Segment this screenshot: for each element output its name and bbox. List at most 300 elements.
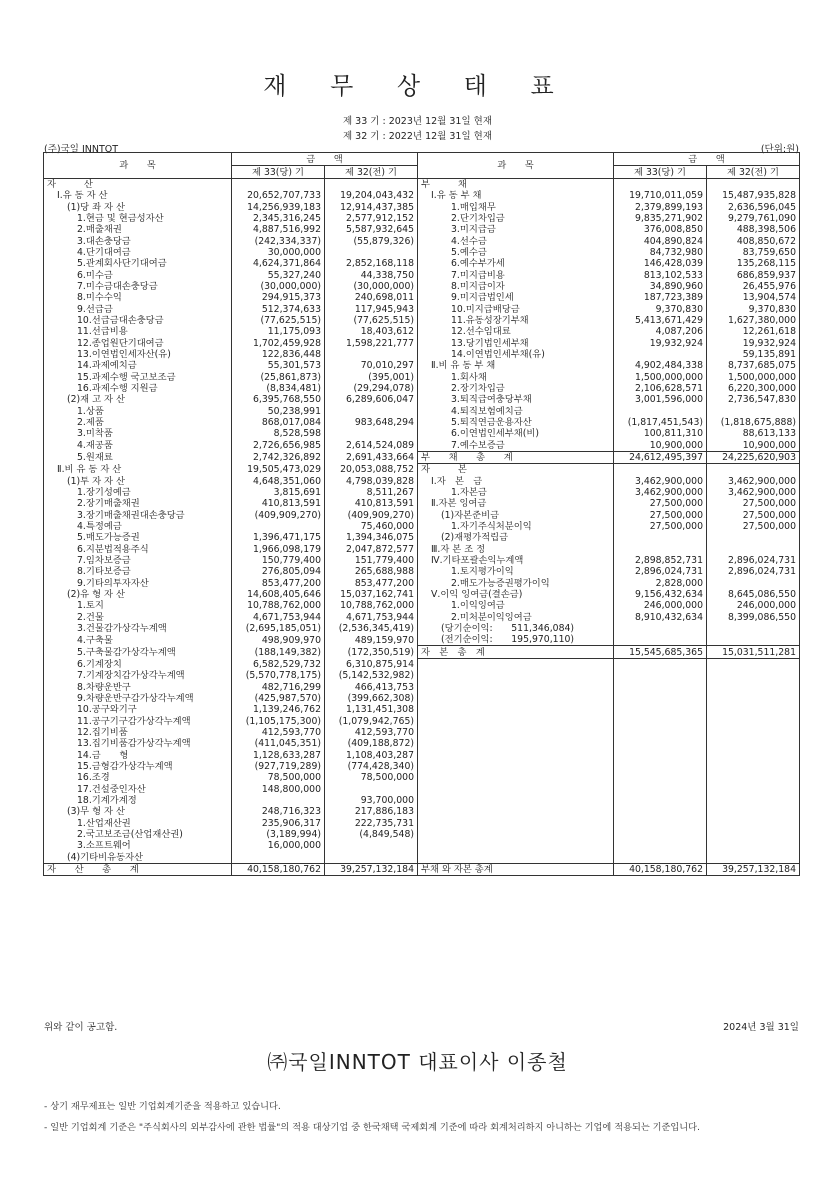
liability-equity-account-cell: (당기순이익: 511,346,084) bbox=[418, 623, 614, 634]
liability-equity-prior-cell: 9,370,830 bbox=[748, 303, 796, 315]
table-row bbox=[44, 440, 800, 452]
header-current-left: 제 33(당) 기 bbox=[232, 166, 325, 179]
liability-equity-account-cell bbox=[418, 715, 614, 726]
asset-account-cell: 5.구축물감가상각누계액 bbox=[44, 646, 232, 658]
asset-current-cell: 4,887,516,992 bbox=[232, 224, 325, 235]
liability-equity-current-cell: 2,828,000 bbox=[614, 577, 707, 588]
representative-signature: ㈜국일INNTOT 대표이사 이종철 bbox=[267, 1050, 568, 1074]
header-prior-left: 제 32(전) 기 bbox=[325, 166, 418, 179]
asset-account-cell: 13.집기비품감가상각누계액 bbox=[44, 738, 232, 749]
liability-equity-prior-cell: 13,904,574 bbox=[742, 292, 796, 304]
asset-current-cell: (1,105,175,300) bbox=[232, 715, 325, 726]
liability-equity-account-cell: 5.퇴직연금운용자산 bbox=[418, 417, 614, 428]
asset-current-cell: 276,805,094 bbox=[232, 566, 325, 577]
liability-equity-current-cell: 187,723,389 bbox=[614, 292, 707, 303]
liability-equity-current-cell bbox=[614, 670, 707, 681]
liability-equity-current-cell bbox=[614, 851, 707, 863]
liability-equity-current-cell bbox=[614, 715, 707, 726]
asset-account-cell: 6.지분법적용주식 bbox=[44, 544, 232, 555]
asset-current-cell: 1,396,471,175 bbox=[232, 532, 325, 543]
liability-equity-account-cell bbox=[418, 761, 614, 772]
liability-equity-prior-cell bbox=[707, 577, 800, 588]
table-row bbox=[44, 851, 800, 863]
table-row bbox=[44, 544, 800, 555]
liability-equity-account-cell: 8.미지급이자 bbox=[418, 281, 614, 292]
asset-account-cell: 11.선급비용 bbox=[44, 326, 232, 337]
asset-account-cell: 17.건설중인자산 bbox=[44, 783, 232, 794]
asset-account-cell: 4.재공품 bbox=[44, 440, 232, 452]
liability-equity-current-cell: 3,001,596,000 bbox=[614, 394, 707, 405]
asset-prior-cell bbox=[325, 840, 418, 851]
asset-current-cell: 4,624,371,864 bbox=[232, 258, 325, 269]
asset-prior-cell: (409,188,872) bbox=[325, 738, 418, 749]
period-current: 제 33 기 : 2023년 12월 31일 현재 bbox=[342, 116, 493, 127]
asset-account-cell: (3)무 형 자 산 bbox=[44, 806, 232, 817]
liability-equity-current-cell bbox=[614, 532, 707, 543]
liability-equity-current-cell: 4,087,206 bbox=[614, 326, 707, 337]
asset-account-cell: 7.미수금대손충당금 bbox=[44, 281, 232, 292]
asset-account-cell: (1)투 자 자 산 bbox=[44, 476, 232, 487]
liability-equity-account-cell: 1.매입채무 bbox=[418, 202, 614, 213]
liability-equity-prior-cell bbox=[707, 772, 800, 783]
asset-current-cell: 1,966,098,179 bbox=[232, 544, 325, 555]
asset-account-cell: 14.과제예치금 bbox=[44, 360, 232, 371]
liability-equity-account-cell bbox=[418, 840, 614, 851]
balance-sheet-body bbox=[44, 179, 800, 876]
asset-prior-cell: 151,779,400 bbox=[325, 555, 418, 566]
asset-prior-cell: 983,648,294 bbox=[325, 417, 418, 428]
table-row bbox=[44, 555, 800, 566]
liability-equity-prior-cell: 27,500,000 bbox=[742, 498, 796, 510]
liability-equity-account-cell bbox=[418, 783, 614, 794]
asset-current-cell: (242,334,337) bbox=[232, 236, 325, 247]
liability-equity-current-cell: 2,898,852,731 bbox=[614, 555, 707, 566]
liability-equity-account-cell: Ⅰ.유 동 부 채 bbox=[418, 190, 614, 201]
asset-current-cell: 6,582,529,732 bbox=[232, 658, 325, 670]
table-row bbox=[44, 715, 800, 726]
asset-account-cell: 8.기타보증금 bbox=[44, 566, 232, 577]
liability-equity-current-cell: 2,896,024,731 bbox=[614, 566, 707, 577]
asset-account-cell: 1.토지 bbox=[44, 600, 232, 611]
liability-equity-prior-cell bbox=[707, 761, 800, 772]
table-row bbox=[44, 304, 800, 315]
liability-equity-current-cell: 10,900,000 bbox=[614, 440, 707, 452]
table-row bbox=[44, 338, 800, 349]
asset-prior-cell: 2,852,168,118 bbox=[325, 258, 418, 269]
asset-prior-cell: 853,477,200 bbox=[325, 577, 418, 588]
asset-prior-cell: (55,879,326) bbox=[325, 236, 418, 247]
asset-prior-cell: 15,037,162,741 bbox=[325, 589, 418, 600]
asset-account-cell: 7.기계장치감가상각누계액 bbox=[44, 670, 232, 681]
asset-prior-cell: (774,428,340) bbox=[325, 761, 418, 772]
asset-current-cell bbox=[232, 795, 325, 806]
asset-prior-cell: 19,204,043,432 bbox=[325, 190, 418, 201]
liability-equity-account-cell bbox=[418, 806, 614, 817]
table-row bbox=[44, 817, 800, 828]
asset-account-cell: Ⅱ.비 유 동 자 산 bbox=[44, 464, 232, 476]
liability-equity-account-cell: 1.자기주식처분이익 bbox=[418, 521, 614, 532]
asset-prior-cell: 240,698,011 bbox=[325, 292, 418, 303]
unit-label: (단위:원) bbox=[760, 144, 799, 155]
liability-equity-account-cell: Ⅲ.자 본 조 정 bbox=[418, 544, 614, 555]
liability-equity-account-cell: 12.선수임대료 bbox=[418, 326, 614, 337]
asset-current-cell: (409,909,270) bbox=[232, 510, 325, 521]
liability-equity-prior-cell bbox=[707, 406, 800, 417]
asset-prior-cell: (172,350,519) bbox=[325, 646, 418, 658]
asset-prior-cell: 412,593,770 bbox=[325, 727, 418, 738]
table-row bbox=[44, 498, 800, 509]
asset-current-cell: 19,505,473,029 bbox=[232, 464, 325, 476]
asset-current-cell: (3,189,994) bbox=[232, 829, 325, 840]
asset-account-cell: 9.기타의투자자산 bbox=[44, 577, 232, 588]
table-row bbox=[44, 476, 800, 487]
liability-equity-account-cell: 10.미지급배당금 bbox=[418, 304, 614, 315]
asset-prior-cell: 4,798,039,828 bbox=[325, 476, 418, 487]
liability-equity-account-cell: (2)재평가적립금 bbox=[418, 532, 614, 543]
table-row bbox=[44, 749, 800, 760]
asset-current-cell: (927,719,289) bbox=[232, 761, 325, 772]
header-amount-left: 금 액 bbox=[232, 153, 418, 166]
asset-current-cell: 11,175,093 bbox=[232, 326, 325, 337]
liability-equity-account-cell bbox=[418, 795, 614, 806]
liability-equity-prior-cell: 408,850,672 bbox=[736, 235, 796, 247]
asset-current-cell: 853,477,200 bbox=[232, 577, 325, 588]
liability-equity-prior-cell: 3,462,900,000 bbox=[727, 475, 796, 487]
asset-current-cell: (30,000,000) bbox=[232, 281, 325, 292]
asset-account-cell: 3.건물감가상각누계액 bbox=[44, 623, 232, 634]
liability-equity-account-cell: 3.퇴직급여충당부채 bbox=[418, 394, 614, 405]
asset-current-cell: 2,726,656,985 bbox=[232, 440, 325, 452]
asset-account-cell: 7.임차보증금 bbox=[44, 555, 232, 566]
liability-equity-current-cell: 2,106,628,571 bbox=[614, 383, 707, 394]
asset-current-cell: 4,671,753,944 bbox=[232, 611, 325, 622]
asset-current-cell: (5,570,778,175) bbox=[232, 670, 325, 681]
liability-equity-current-cell bbox=[614, 761, 707, 772]
asset-current-cell bbox=[232, 179, 325, 191]
liability-equity-account-cell: Ⅴ.이익 잉여금(결손금) bbox=[418, 589, 614, 600]
liability-equity-current-cell bbox=[614, 693, 707, 704]
asset-prior-cell: 70,010,297 bbox=[325, 360, 418, 371]
liability-equity-prior-cell: 39,257,132,184 bbox=[707, 863, 800, 875]
asset-current-cell: (77,625,515) bbox=[232, 315, 325, 326]
asset-prior-cell: 5,587,932,645 bbox=[325, 224, 418, 235]
asset-current-cell: 55,327,240 bbox=[232, 270, 325, 281]
asset-account-cell: (1)당 좌 자 산 bbox=[44, 202, 232, 213]
asset-current-cell: 55,301,573 bbox=[232, 360, 325, 371]
table-row bbox=[44, 532, 800, 543]
table-row bbox=[44, 783, 800, 794]
table-row bbox=[44, 806, 800, 817]
asset-prior-cell: (409,909,270) bbox=[325, 510, 418, 521]
asset-account-cell: 5.매도가능증권 bbox=[44, 532, 232, 543]
asset-account-cell: 2.제품 bbox=[44, 417, 232, 428]
liability-equity-account-cell: 4.선수금 bbox=[418, 236, 614, 247]
asset-account-cell: (2)재 고 자 산 bbox=[44, 394, 232, 405]
asset-prior-cell: (395,001) bbox=[325, 372, 418, 383]
liability-equity-account-cell bbox=[418, 658, 614, 670]
table-row bbox=[44, 258, 800, 269]
liability-equity-prior-cell: 27,500,000 bbox=[742, 509, 796, 521]
table-row bbox=[44, 464, 800, 476]
asset-prior-cell: 2,047,872,577 bbox=[325, 544, 418, 555]
liability-equity-prior-cell: 2,636,596,045 bbox=[727, 201, 796, 213]
asset-account-cell: 6.기계장치 bbox=[44, 658, 232, 670]
asset-prior-cell: 18,403,612 bbox=[325, 326, 418, 337]
liability-equity-current-cell: 404,890,824 bbox=[614, 236, 707, 247]
asset-account-cell: 9.차량운반구감가상각누계액 bbox=[44, 693, 232, 704]
liability-equity-prior-cell bbox=[707, 749, 800, 760]
liability-equity-account-cell: 5.예수금 bbox=[418, 247, 614, 258]
liability-equity-account-cell: (전기순이익: 195,970,110) bbox=[418, 634, 614, 646]
liability-equity-account-cell bbox=[418, 817, 614, 828]
table-row bbox=[44, 292, 800, 303]
liability-equity-current-cell bbox=[614, 738, 707, 749]
asset-prior-cell: 10,788,762,000 bbox=[325, 600, 418, 611]
liability-equity-prior-cell bbox=[707, 704, 800, 715]
asset-account-cell: 11.공구기구감가상각누계액 bbox=[44, 715, 232, 726]
asset-prior-cell: 466,413,753 bbox=[325, 681, 418, 692]
asset-current-cell: 6,395,768,550 bbox=[232, 394, 325, 405]
asset-current-cell bbox=[232, 851, 325, 863]
table-row bbox=[44, 270, 800, 281]
liability-equity-current-cell bbox=[614, 179, 707, 191]
asset-current-cell: (188,149,382) bbox=[232, 646, 325, 658]
liability-equity-prior-cell: 2,896,024,731 bbox=[727, 566, 796, 578]
asset-current-cell: 410,813,591 bbox=[232, 498, 325, 509]
liability-equity-prior-cell: 19,932,924 bbox=[742, 337, 796, 349]
table-row bbox=[44, 394, 800, 405]
liability-equity-current-cell: 40,158,180,762 bbox=[614, 863, 707, 875]
liability-equity-current-cell: 3,462,900,000 bbox=[614, 476, 707, 487]
statement-title: 재 무 상 태 표 bbox=[263, 72, 572, 100]
table-row bbox=[44, 693, 800, 704]
table-row bbox=[44, 611, 800, 622]
liability-equity-current-cell bbox=[614, 544, 707, 555]
liability-equity-current-cell: (1,817,451,543) bbox=[614, 417, 707, 428]
liability-equity-current-cell: 146,428,039 bbox=[614, 258, 707, 269]
liability-equity-current-cell bbox=[614, 349, 707, 360]
liability-equity-prior-cell bbox=[707, 806, 800, 817]
asset-account-cell: 14.금 형 bbox=[44, 749, 232, 760]
liability-equity-account-cell: Ⅳ.기타포괄손익누계액 bbox=[418, 555, 614, 566]
asset-account-cell: 12.집기비품 bbox=[44, 727, 232, 738]
liability-equity-account-cell: 2.장기차입금 bbox=[418, 383, 614, 394]
asset-current-cell: 16,000,000 bbox=[232, 840, 325, 851]
table-row bbox=[44, 510, 800, 521]
liability-equity-account-cell: 부 채 총 계 bbox=[418, 451, 614, 463]
asset-current-cell: 14,608,405,646 bbox=[232, 589, 325, 600]
table-row bbox=[44, 623, 800, 634]
asset-prior-cell: (30,000,000) bbox=[325, 281, 418, 292]
liability-equity-prior-cell bbox=[707, 829, 800, 840]
asset-prior-cell: 6,310,875,914 bbox=[325, 658, 418, 670]
header-amount-right: 금 액 bbox=[614, 153, 800, 166]
liability-equity-current-cell bbox=[614, 772, 707, 783]
table-row bbox=[44, 521, 800, 532]
asset-current-cell: 2,345,316,245 bbox=[232, 213, 325, 224]
asset-account-cell: 16.조경 bbox=[44, 772, 232, 783]
asset-current-cell: 1,139,246,762 bbox=[232, 704, 325, 715]
asset-account-cell: 13.이연법인세자산(유) bbox=[44, 349, 232, 360]
asset-prior-cell bbox=[325, 179, 418, 191]
table-row bbox=[44, 577, 800, 588]
liability-equity-current-cell bbox=[614, 658, 707, 670]
liability-equity-prior-cell: 488,398,506 bbox=[736, 224, 796, 236]
liability-equity-prior-cell: 83,759,650 bbox=[742, 247, 796, 259]
asset-current-cell: 498,909,970 bbox=[232, 634, 325, 646]
table-row bbox=[44, 383, 800, 394]
asset-prior-cell: 2,691,433,664 bbox=[325, 451, 418, 463]
asset-current-cell: 122,836,448 bbox=[232, 349, 325, 360]
liability-equity-current-cell: 100,811,310 bbox=[614, 428, 707, 439]
header-current-right: 제 33(당) 기 bbox=[614, 166, 707, 179]
liability-equity-prior-cell: 15,487,935,828 bbox=[722, 190, 796, 202]
liability-equity-account-cell: 자 본 총 계 bbox=[418, 646, 614, 658]
liability-equity-account-cell: 1.회사채 bbox=[418, 372, 614, 383]
table-row bbox=[44, 451, 800, 463]
asset-prior-cell: 489,159,970 bbox=[325, 634, 418, 646]
asset-account-cell: 1.현금 및 현금성자산 bbox=[44, 213, 232, 224]
asset-prior-cell: 4,671,753,944 bbox=[325, 611, 418, 622]
liability-equity-account-cell: 7.예수보증금 bbox=[418, 440, 614, 452]
liability-equity-account-cell bbox=[418, 693, 614, 704]
liability-equity-prior-cell: 135,268,115 bbox=[736, 258, 796, 270]
table-row bbox=[44, 727, 800, 738]
liability-equity-current-cell bbox=[614, 795, 707, 806]
asset-prior-cell bbox=[325, 783, 418, 794]
asset-current-cell: (25,861,873) bbox=[232, 372, 325, 383]
asset-prior-cell: 265,688,988 bbox=[325, 566, 418, 577]
asset-account-cell: 9.선급금 bbox=[44, 304, 232, 315]
asset-current-cell: 8,528,598 bbox=[232, 428, 325, 439]
asset-current-cell: 3,815,691 bbox=[232, 487, 325, 498]
asset-current-cell: 150,779,400 bbox=[232, 555, 325, 566]
liability-equity-prior-cell: 12,261,618 bbox=[742, 326, 796, 338]
liability-equity-prior-cell bbox=[707, 851, 800, 863]
asset-account-cell: 18.기계가계정 bbox=[44, 795, 232, 806]
table-row bbox=[44, 600, 800, 611]
liability-equity-prior-cell: 2,896,024,731 bbox=[727, 554, 796, 566]
asset-prior-cell: 75,460,000 bbox=[325, 521, 418, 532]
table-row bbox=[44, 670, 800, 681]
asset-current-cell: 1,128,633,287 bbox=[232, 749, 325, 760]
liability-equity-account-cell: 3.미지급금 bbox=[418, 224, 614, 235]
table-row bbox=[44, 566, 800, 577]
asset-current-cell: 512,374,633 bbox=[232, 304, 325, 315]
asset-account-cell: 4.단기대여금 bbox=[44, 247, 232, 258]
company-name: (주)국일 INNTOT bbox=[44, 144, 119, 155]
asset-current-cell: 30,000,000 bbox=[232, 247, 325, 258]
asset-current-cell: (411,045,351) bbox=[232, 738, 325, 749]
liability-equity-prior-cell: 246,000,000 bbox=[736, 600, 796, 612]
liability-equity-prior-cell: 59,135,891 bbox=[742, 349, 796, 361]
liability-equity-prior-cell: 8,399,086,550 bbox=[727, 611, 796, 623]
asset-account-cell: 5.원재료 bbox=[44, 451, 232, 463]
table-row bbox=[44, 202, 800, 213]
asset-prior-cell: 78,500,000 bbox=[325, 772, 418, 783]
header-account-right: 과 목 bbox=[418, 153, 614, 179]
liability-equity-current-cell: 27,500,000 bbox=[614, 498, 707, 509]
liability-equity-prior-cell bbox=[707, 544, 800, 555]
liability-equity-current-cell: 34,890,960 bbox=[614, 281, 707, 292]
liability-equity-prior-cell: (1,818,675,888) bbox=[720, 417, 796, 429]
liability-equity-prior-cell bbox=[707, 715, 800, 726]
asset-prior-cell: 12,914,437,385 bbox=[325, 202, 418, 213]
liability-equity-current-cell bbox=[614, 464, 707, 476]
liability-equity-account-cell bbox=[418, 829, 614, 840]
asset-prior-cell: 2,614,524,089 bbox=[325, 440, 418, 452]
liability-equity-account-cell bbox=[418, 727, 614, 738]
table-row bbox=[44, 417, 800, 428]
liability-equity-prior-cell bbox=[707, 817, 800, 828]
asset-account-cell: 1.산업재산권 bbox=[44, 817, 232, 828]
asset-prior-cell bbox=[325, 349, 418, 360]
liability-equity-current-cell bbox=[614, 829, 707, 840]
asset-current-cell: 40,158,180,762 bbox=[232, 863, 325, 875]
liability-equity-current-cell bbox=[614, 681, 707, 692]
liability-equity-current-cell bbox=[614, 634, 707, 646]
liability-equity-account-cell: 9.미지급법인세 bbox=[418, 292, 614, 303]
asset-account-cell: 2.국고보조금(산업재산권) bbox=[44, 829, 232, 840]
liability-equity-account-cell: Ⅱ.자본 잉여금 bbox=[418, 498, 614, 509]
asset-account-cell: 16.과제수행 지원금 bbox=[44, 383, 232, 394]
liability-equity-current-cell bbox=[614, 840, 707, 851]
table-row bbox=[44, 179, 800, 191]
liability-equity-prior-cell bbox=[707, 634, 800, 646]
asset-current-cell: 10,788,762,000 bbox=[232, 600, 325, 611]
liability-equity-prior-cell: 8,645,086,550 bbox=[727, 588, 796, 600]
liability-equity-prior-cell bbox=[707, 840, 800, 851]
asset-prior-cell: 20,053,088,752 bbox=[325, 464, 418, 476]
liability-equity-prior-cell: 26,455,976 bbox=[742, 281, 796, 293]
liability-equity-prior-cell bbox=[707, 179, 800, 191]
table-row bbox=[44, 658, 800, 670]
announcement-text: 위와 같이 공고함. bbox=[44, 1022, 118, 1033]
asset-account-cell: Ⅰ.유 동 자 산 bbox=[44, 190, 232, 201]
liability-equity-account-cell: 6.이연법인세부채(비) bbox=[418, 428, 614, 439]
liability-equity-prior-cell: 686,859,937 bbox=[736, 269, 796, 281]
asset-prior-cell bbox=[325, 851, 418, 863]
asset-account-cell: 2.매출채권 bbox=[44, 224, 232, 235]
asset-prior-cell bbox=[325, 428, 418, 439]
asset-prior-cell: 1,598,221,777 bbox=[325, 338, 418, 349]
table-row bbox=[44, 315, 800, 326]
liability-equity-account-cell: 1.자본금 bbox=[418, 487, 614, 498]
liability-equity-current-cell bbox=[614, 704, 707, 715]
table-row bbox=[44, 224, 800, 235]
liability-equity-account-cell bbox=[418, 749, 614, 760]
liability-equity-account-cell bbox=[418, 851, 614, 863]
asset-current-cell: (2,695,185,051) bbox=[232, 623, 325, 634]
liability-equity-account-cell: 1.이익잉여금 bbox=[418, 600, 614, 611]
asset-current-cell: (425,987,570) bbox=[232, 693, 325, 704]
liability-equity-prior-cell: 10,900,000 bbox=[742, 439, 796, 451]
liability-equity-current-cell: 813,102,533 bbox=[614, 270, 707, 281]
table-row bbox=[44, 681, 800, 692]
liability-equity-current-cell: 376,008,850 bbox=[614, 224, 707, 235]
table-row bbox=[44, 829, 800, 840]
asset-prior-cell: (29,294,078) bbox=[325, 383, 418, 394]
liability-equity-current-cell: 27,500,000 bbox=[614, 510, 707, 521]
liability-equity-account-cell: 1.토지평가이익 bbox=[418, 566, 614, 577]
table-row bbox=[44, 281, 800, 292]
asset-current-cell: 868,017,084 bbox=[232, 417, 325, 428]
asset-prior-cell bbox=[325, 406, 418, 417]
period-prior: 제 32 기 : 2022년 12월 31일 현재 bbox=[342, 131, 493, 142]
asset-account-cell: 5.관계회사단기대여금 bbox=[44, 258, 232, 269]
liability-equity-account-cell: 4.퇴직보험예치금 bbox=[418, 406, 614, 417]
asset-account-cell: (4)기타비유동자산 bbox=[44, 851, 232, 863]
